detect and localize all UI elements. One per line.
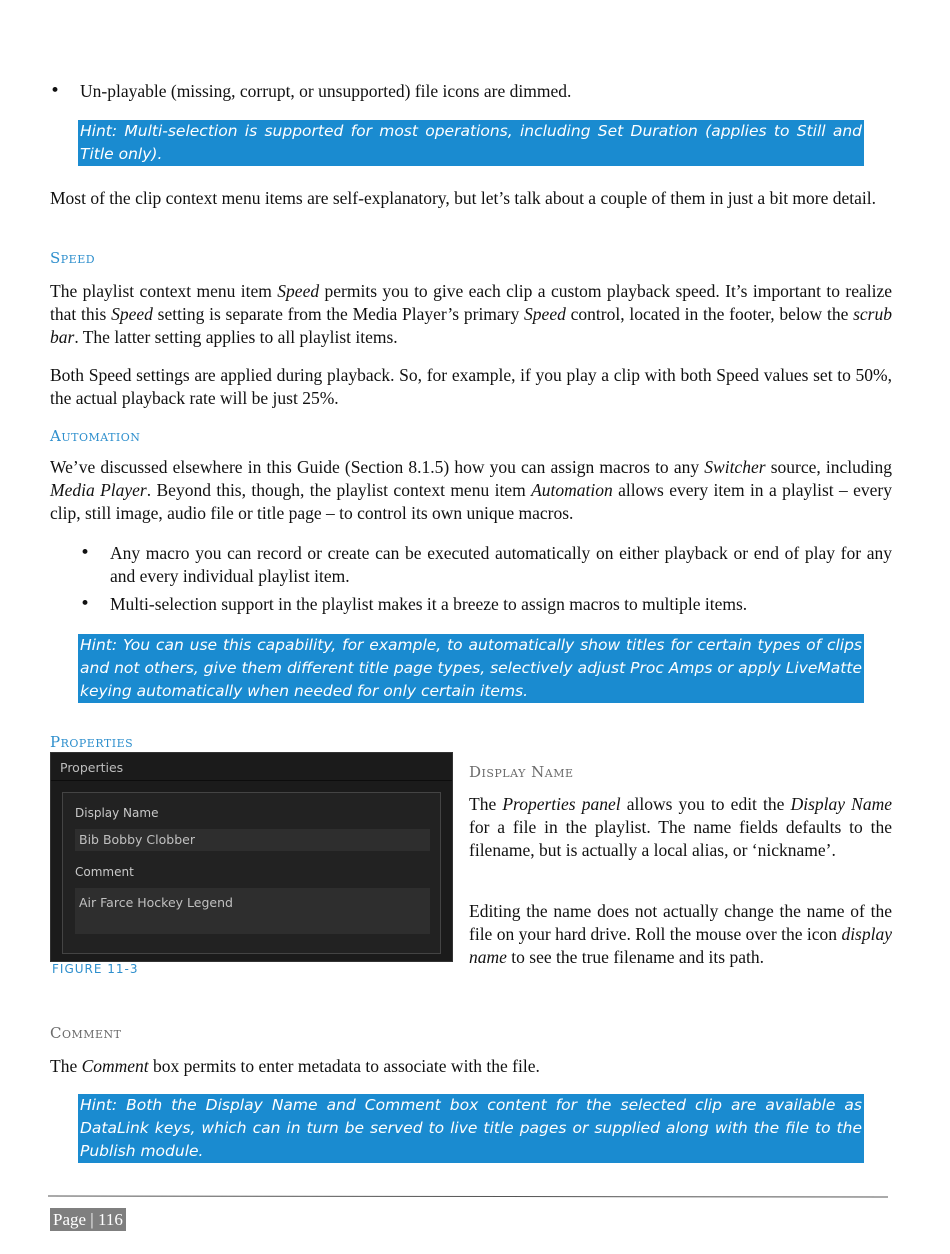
display-name-label: Display Name — [75, 806, 159, 820]
bullet-icon: • — [80, 543, 91, 563]
hint-automation: Hint: You can use this capability, for example, to automatically show titles for certain types of clips and not others, give them different title page types, selectively adjust Proc Amps or apply LiveMatte keying automatically when needed for only certain items. — [78, 634, 864, 703]
bullet-icon: • — [50, 81, 61, 101]
hint-datalink: Hint: Both the Display Name and Comment box content for the selected clip are available as DataLink keys, which can in turn be served to live title pages or supplied along with the file to the Publish module. — [78, 1094, 864, 1163]
comment-field[interactable]: Air Farce Hockey Legend — [75, 888, 430, 934]
comment-paragraph: The Comment box permits to enter metadata to associate with the file. — [50, 1056, 540, 1076]
panel-divider — [51, 780, 452, 781]
intro-paragraph: Most of the clip context menu items are self-explanatory, but let’s talk about a couple of them in just a bit more detail. — [50, 188, 877, 208]
speed-paragraph-2: Both Speed settings are applied during playback. So, for example, if you play a clip with both Speed values set to 50%, the actual playback rate will be just 25%. — [50, 365, 892, 408]
automation-bullet-1: Any macro you can record or create can be executed automatically on either playback or end of play for any and every individual playlist item. — [110, 543, 892, 586]
section-heading-automation: Automation — [50, 427, 141, 445]
section-heading-speed: Speed — [50, 249, 96, 267]
display-name-paragraph-2: Editing the name does not actually change the name of the file on your hard drive. Roll the mouse over the icon display name to see the true filename and its path. — [469, 901, 892, 967]
panel-title: Properties — [60, 760, 124, 775]
subheading-display-name: Display Name — [469, 763, 574, 781]
bullet-item-unplayable: Un-playable (missing, corrupt, or unsupported) file icons are dimmed. — [80, 81, 572, 101]
hint-multi-selection: Hint: Multi-selection is supported for most operations, including Set Duration (applies to Still and Title only). — [78, 120, 864, 166]
properties-panel-screenshot — [50, 752, 453, 962]
automation-bullet-2: Multi-selection support in the playlist makes it a breeze to assign macros to multiple items. — [110, 594, 748, 614]
page-number: Page | 116 — [50, 1208, 126, 1231]
comment-label: Comment — [75, 865, 134, 879]
automation-paragraph: We’ve discussed elsewhere in this Guide (Section 8.1.5) how you can assign macros to any Switcher source, including Media Player. Beyond this, though, the playlist context menu item Automation allows every item in a playlist – every clip, still image, audio file or title page – to control its own unique macros. — [50, 457, 892, 523]
section-heading-properties: Properties — [50, 733, 134, 751]
section-heading-comment: Comment — [50, 1024, 122, 1042]
speed-paragraph-1: The playlist context menu item Speed permits you to give each clip a custom playback speed. It’s important to realize that this Speed setting is separate from the Media Player’s primary Speed control, located in the footer, below the scrub bar. The latter setting applies to all playlist items. — [50, 281, 892, 347]
display-name-paragraph-1: The Properties panel allows you to edit the Display Name for a file in the playlist. The name fields defaults to the filename, but is actually a local alias, or ‘nickname’. — [469, 794, 892, 860]
display-name-field[interactable]: Bib Bobby Clobber — [75, 829, 430, 851]
footer-divider — [48, 1195, 888, 1197]
figure-caption: FIGURE 11-3 — [52, 962, 139, 976]
bullet-icon: • — [80, 594, 91, 614]
panel-inner-frame — [62, 792, 441, 954]
